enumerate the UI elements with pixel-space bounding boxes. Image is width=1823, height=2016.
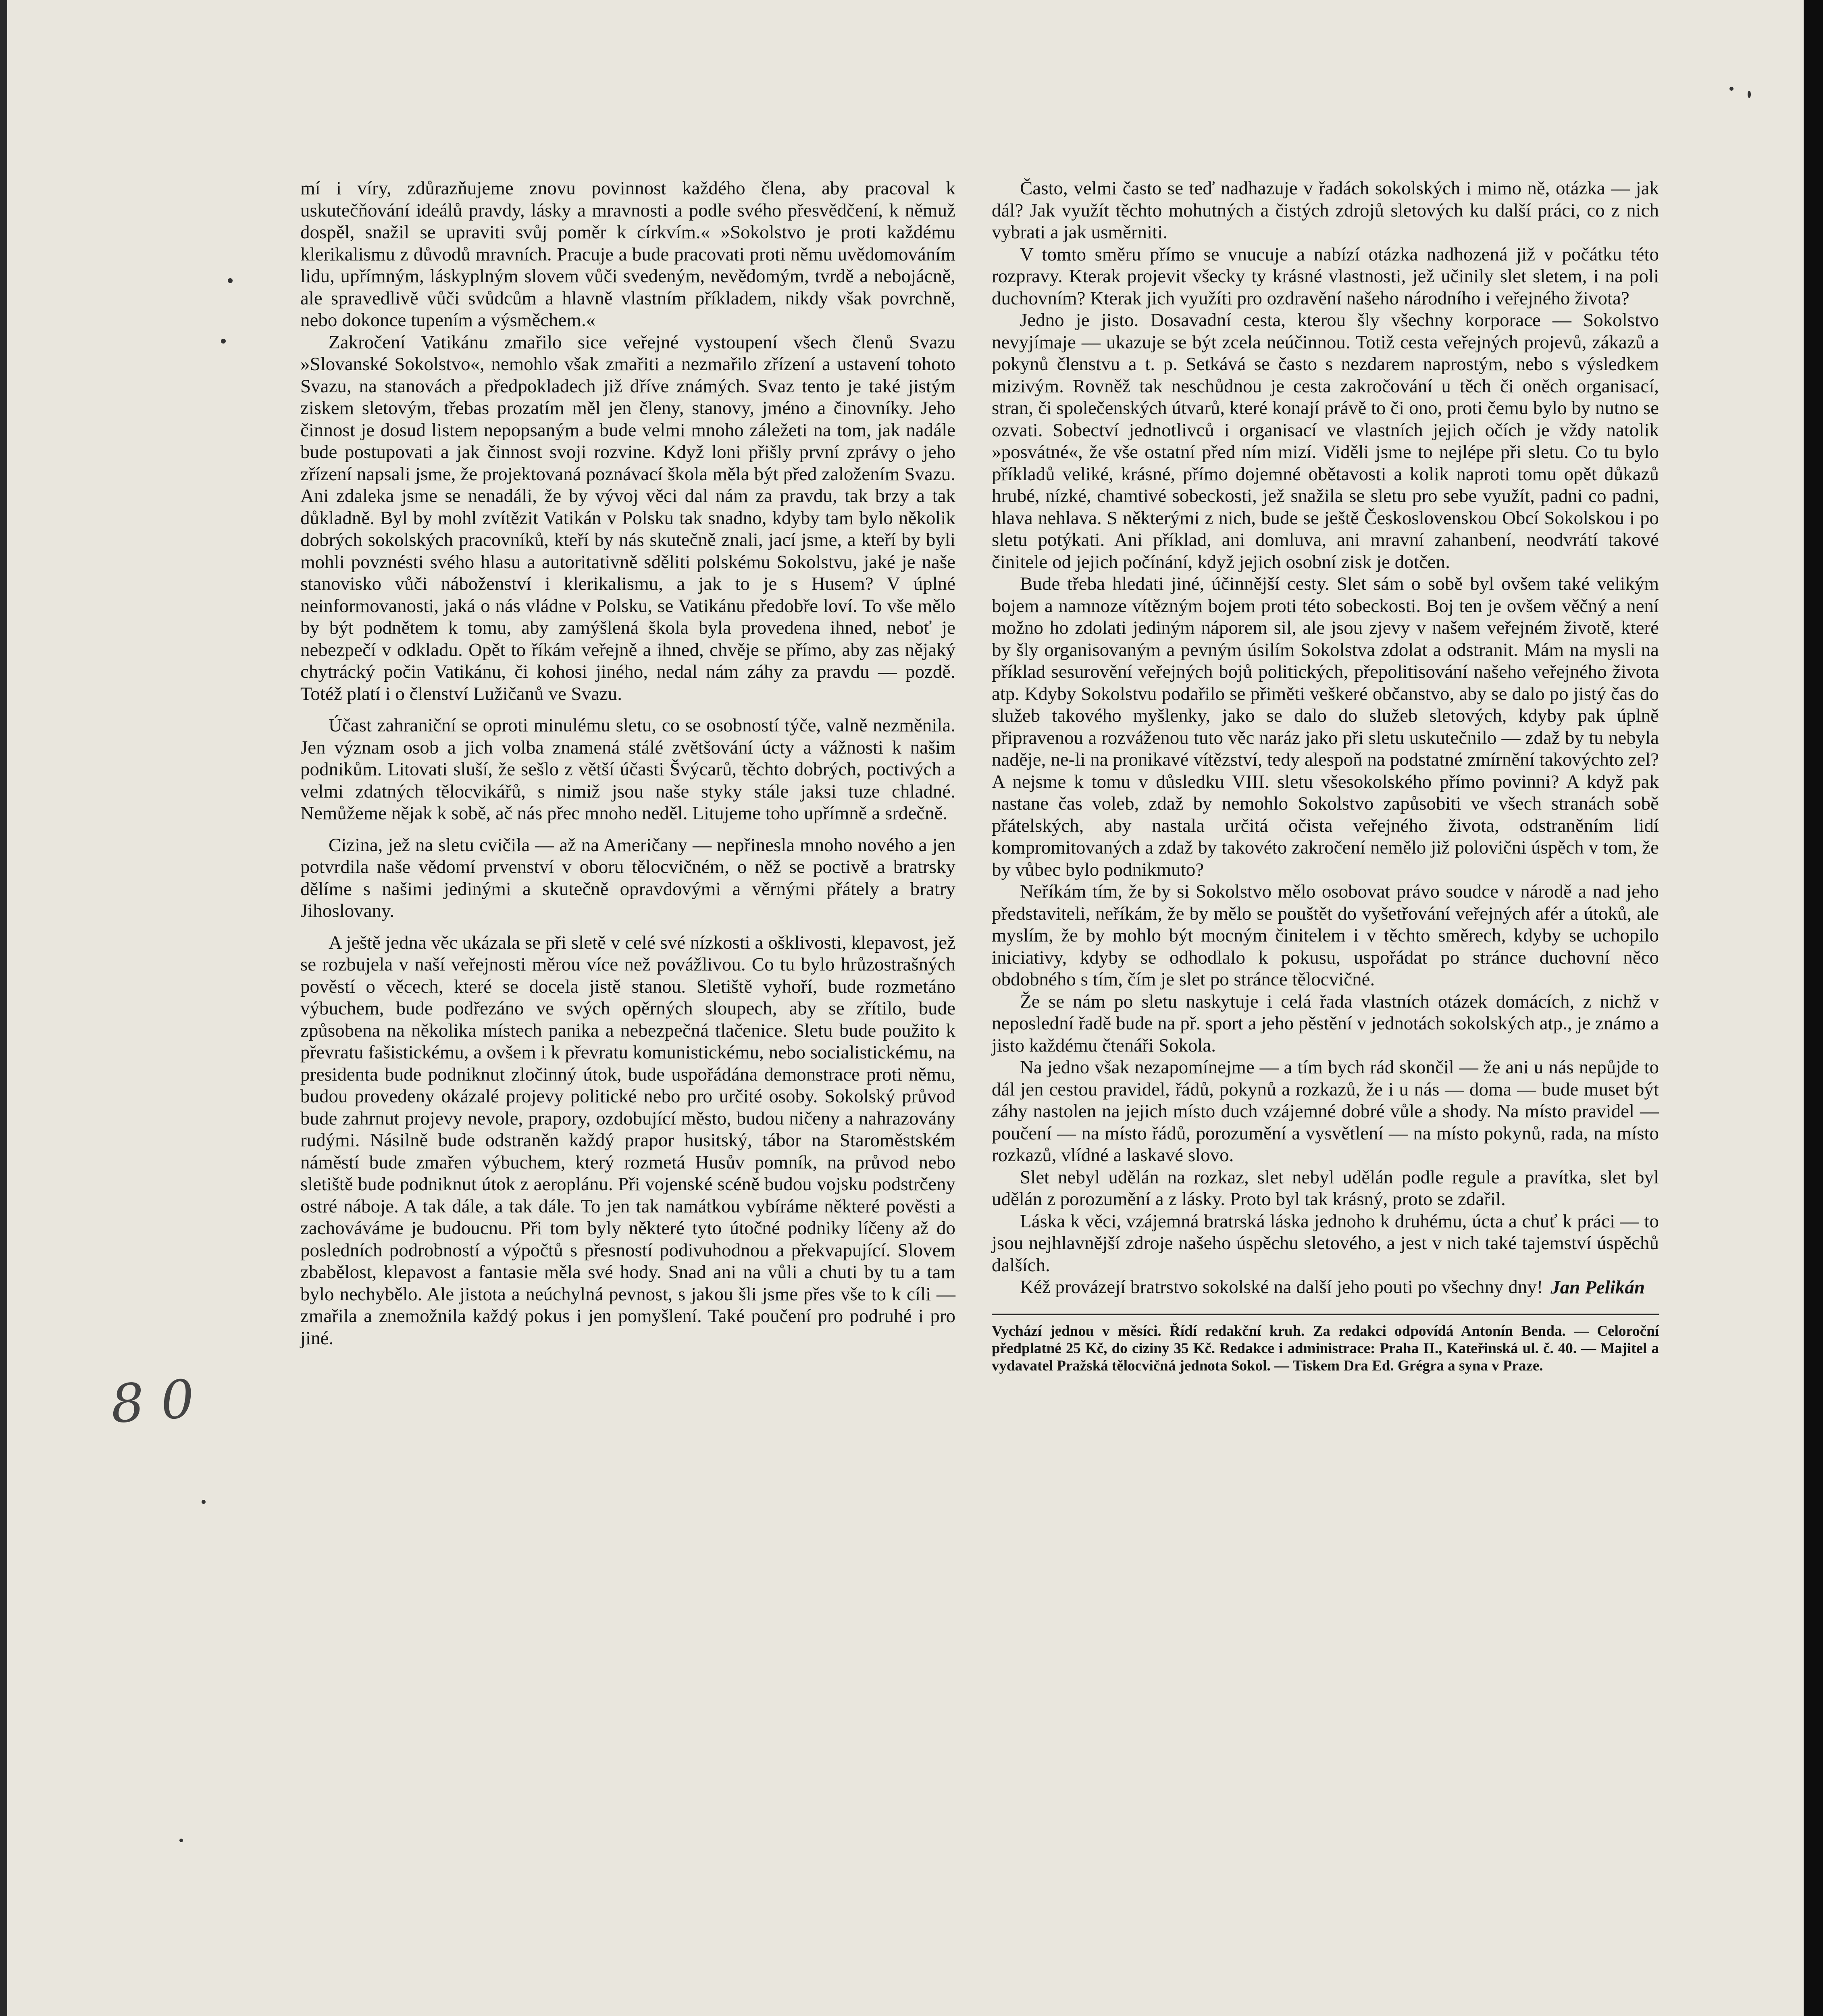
article-paragraph: Kéž provázejí bratrstvo sokolské na další jeho pouti po všechny dny!	[1020, 1277, 1543, 1297]
imprint-divider	[992, 1314, 1659, 1315]
article-paragraph: Na jedno však nezapomínejme — a tím bych rád skončil — že ani u nás nepůjde to dál jen cestou pravidel, řádů, pokynů a rozkazů, že i u nás — doma — bude muset být záhy nastolen na jejich místo duch vzájemné dobré vůle a shody. Na místo pravidel — poučení — na místo řádů, porozumění a vysvětlení — na místo pokynů, rada, na místo rozkazů, vlídné a laskavé slovo.	[992, 1057, 1659, 1166]
article-paragraph: Láska k věci, vzájemná bratrská láska jednoho k druhému, úcta a chuť k práci — to jsou nejhlavnější zdroje našeho úspěchu sletového, a jest v nich také tajemství úspěchů dalších.	[992, 1210, 1659, 1276]
article-paragraph: Zakročení Vatikánu zmařilo sice veřejné vystoupení všech členů Svazu »Slovanské Sokolstvo«, nemohlo však zmařiti a nezmařilo zřízení a ustavení tohoto Svazu, na stanovách a předpokladech již dříve známých. Svaz tento je také jistým ziskem sletovým, třebas prozatím měl jen členy, stanovy, jméno a činovníky. Jeho činnost je dosud listem nepopsaným a bude velmi mnoho záležeti na tom, jak nadále bude postupovati a jak činnost svoji rozvine. Když loni přišly první zprávy o jeho zřízení napsali jsme, že projektovaná poznávací škola měla být před založením Svazu. Ani zdaleka jsme se nenadáli, že by vývoj věci dal nám za pravdu, tak brzy a tak důkladně. Byl by mohl zvítězit Vatikán v Polsku tak snadno, kdyby tam bylo několik dobrých sokolských pracovníků, kteří by nás skutečně znali, jací jsme, a kteří by byli mohli povznésti svého hlasu a autoritativně sděliti polskému Sokolstvu, jaké je naše stanovisko vůči náboženství i klerikalismu, a jak to je s Husem? V úplné neinformovanosti, jaká o nás vládne v Polsku, se Vatikánu předobře loví. To vše mělo by být podnětem k tomu, aby zamýšlená škola byla provedena ihned, neboť je nebezpečí v odkladu. Opět to říkám veřejně a ihned, chvěje se přímo, aby zas nějaký chytrácký počin Vatikánu, či kohosi jiného, nedal nám záhy za pravdu — pozdě. Totéž platí i o členství Lužičanů ve Svazu.	[300, 331, 955, 704]
handwritten-margin-note: 8 0	[108, 1368, 196, 1435]
scan-speck	[202, 1500, 206, 1504]
article-paragraph: Bude třeba hledati jiné, účinnější cesty. Slet sám o sobě byl ovšem také velikým bojem a namnoze vítězným bojem proti této sobeckosti. Boj ten je ovšem věčný a není možno ho zdolati jediným náporem sil, ale jsou zjevy v našem veřejném životě, které by šly organisovaným a pevným úsilím Sokolstva zdolat a odstranit. Mám na mysli na příklad sesurovění veřejných bojů politických, přepolitisování našeho veřejného života atp. Kdyby Sokolstvu podařilo se přiměti veškeré občanstvo, aby se dalo po jistý čas do služeb takového myšlenky, jako se dalo do služeb sletových, kdyby pak úplně připravenou a rozváženou tuto věc naráz jako při sletu uskutečnilo — zdaž by tu nebyla naděje, ne-li na pronikavé vítězství, tedy alespoň na podstatné zmírnění takovýchto zel? A nejsme k tomu v důsledku VIII. sletu všesokolského přímo povinni? A když pak nastane čas voleb, zdaž by nemohlo Sokolstvo zapůsobiti ve všech stranách sobě přátelských, aby nastala určitá očista veřejného života, odstraněním lidí kompromitovaných a zdaž by takovéto zakročení nemělo již polovični úspěch v tom, že by vůbec bylo podnikmuto?	[992, 573, 1659, 880]
article-paragraph: Slet nebyl udělán na rozkaz, slet nebyl udělán podle regule a pravítka, slet byl udělán z porozumění a z lásky. Proto byl tak krásný, proto se zdařil.	[992, 1166, 1659, 1210]
scan-speck	[221, 339, 226, 344]
scan-speck	[1729, 87, 1734, 91]
scan-speck	[179, 1839, 183, 1842]
scan-speck	[1748, 91, 1751, 98]
publisher-imprint: Vychází jednou v měsíci. Řídí redakční kruh. Za redakci odpovídá Antonín Benda. — Celoroční předplatné 25 Kč, do ciziny 35 Kč. Redakce i administrace: Praha II., Kateřinská ul. č. 40. — Majitel a vydavatel Pražská tělocvičná jednota Sokol. — Tiskem Dra Ed. Grégra a syna v Praze.	[992, 1323, 1659, 1374]
article-paragraph: V tomto směru přímo se vnucuje a nabízí otázka nadhozená již v počátku této rozpravy. Kterak projevit všecky ty krásné vlastnosti, jež učinily slet sletem, i na poli duchovním? Kterak jich využíti pro ozdravění našeho národního i veřejného života?	[992, 244, 1659, 309]
scan-left-edge	[0, 0, 7, 2016]
article-paragraph: Účast zahraniční se oproti minulému sletu, co se osobností týče, valně nezměnila. Jen význam osob a jich volba znamená stálé zvětšování úcty a vážnosti k našim podnikům. Litovati sluší, že sešlo z větší účasti Švýcarů, těchto dobrých, poctivých a velmi zdatných tělocvikářů, s nimiž jsou naše styky stále jaksi tuze chladné. Nemůžeme nějak k sobě, ač nás přec mnoho neděl. Litujeme toho upřímně a srdečně.	[300, 715, 955, 824]
article-paragraph: mí i víry, zdůrazňujeme znovu povinnost každého člena, aby pracoval k uskutečňování ideálů pravdy, lásky a mravnosti a podle svého přesvědčení, k němuž dospěl, snažil se upraviti svůj poměr k církvím.« »Sokolstvo je proti každému klerikalismu z důvodů mravních. Pracuje a bude pracovati proti němu uvědomováním lidu, upřímným, láskyplným slovem vůči svedeným, nevědomým, tvrdě a nebojácně, ale spravedlivě vůči svůdcům a hlavně vlastním příkladem, nikdy však povrchně, nebo dokonce tupením a výsměchem.«	[300, 178, 955, 331]
left-text-column	[300, 177, 955, 1349]
article-paragraph: Často, velmi často se teď nadhazuje v řadách sokolských i mimo ně, otázka — jak dál? Jak využít těchto mohutných a čistých zdrojů sletových ku další práci, co z nich vybrati a jak usměrniti.	[992, 178, 1659, 243]
scan-right-edge	[1804, 0, 1823, 2016]
article-paragraph: Že se nám po sletu naskytuje i celá řada vlastních otázek domácích, z nichž v neposlední řadě bude na př. sport a jeho pěstění v jednotách sokolských atp., je známo a jisto každému čtenáři Sokola.	[992, 991, 1659, 1056]
article-paragraph: Neříkám tím, že by si Sokolstvo mělo osobovat právo soudce v národě a nad jeho představiteli, neříkám, že by mělo se pouštět do vyšetřování veřejných afér a útoků, ale myslím, že by mohlo být mocným činitelem i v těchto směrech, kdyby se uchopilo iniciativy, kdyby se odhodlalo k pokusu, uspořádat po stránce duchovní něco obdobného s tím, čím je slet po stránce tělocvičné.	[992, 881, 1659, 990]
article-paragraph: Jedno je jisto. Dosavadní cesta, kterou šly všechny korporace — Sokolstvo nevyjímaje — ukazuje se být zcela neúčinnou. Totiž cesta veřejných projevů, zákazů a pokynů členstvu a t. p. Setkává se často s nezdarem naprostým, nebo s výsledkem mizivým. Rovněž tak neschůdnou je cesta zakročování u těch či oněch organisací, stran, či společenských útvarů, které konají právě to či ono, proti čemu bylo by nutno se ozvati. Sobectví jednotlivců i organisací ve vlastních jejich očích je vždy natolik »posvátné«, že vše ostatní před ním mizí. Viděli jsme to nejlépe při sletu. Co tu bylo příkladů veliké, krásné, přímo dojemné obětavosti a kolik naproti tomu opět důkazů hrubé, nízké, chamtivé sobeckosti, jež snažila se sletu pro sebe využít, padni co padni, hlava nehlava. S některými z nich, bude se ještě Československou Obcí Sokolskou i po sletu potýkati. Ani příklad, ani domluva, ani mravní zahanbení, neodvrátí takové činitele od jejich počínání, když jejich osobní zisk je dotčen.	[992, 310, 1659, 573]
article-paragraph: Cizina, jež na sletu cvičila — až na Američany — nepřinesla mnoho nového a jen potvrdila naše vědomí prvenství v oboru tělocvičném, o něž se poctivě a bratrsky dělíme s našimi jedinými a skutečně opravdovými a věrnými přátely a bratry Jihoslovany.	[300, 834, 955, 921]
right-text-column	[992, 177, 1659, 1375]
scan-speck	[228, 278, 233, 283]
author-signature: Jan Pelikán	[1550, 1277, 1645, 1298]
article-paragraph: A ještě jedna věc ukázala se při sletě v celé své nízkosti a ošklivosti, klepavost, jež se rozbujela v naší veřejnosti měrou více než povážlivou. Co tu bylo hrůzostrašných pověstí o věcech, které se docela jistě stanou. Sletiště vyhoří, bude rozmetáno výbuchem, bude podřezáno ve svých opěrných sloupech, aby se zřítilo, bude způsobena na několika místech panika a nebezpečná tlačenice. Sletu bude použito k převratu fašistickému, a ovšem i k převratu komunistickému, nebo socialistickému, na presidenta bude podniknut zločinný útok, bude uspořádána demonstrace proti němu, budou provedeny okázalé projevy politické nebo pro určité osoby. Sokolský průvod bude zahrnut projevy nevole, prapory, ozdobující město, budou ničeny a nahrazovány rudými. Násilně bude odstraněn každý prapor husitský, tábor na Staroměstském náměstí bude zmařen výbuchem, který rozmetá Husův pomník, na průvod nebo sletiště bude podniknut útok z aeroplánu. Při vojenské scéně budou vojsku podstrčeny ostré náboje. A tak dále, a tak dále. To jen tak namátkou vybíráme některé pověsti a zachováváme je budoucnu. Při tom byly některé tyto útočné podniky líčeny až do posledních podrobností a výpočtů s přesností podivuhodnou a překvapující. Slovem zbabělost, klepavost a fantasie měla své hody. Snad ani na vůli a chuti by tu a tam bylo nechybělo. Ale jistota a neúchylná pevnost, s jakou šli jsme přes vše to k cíli — zmařila a znemožnila každý pokus i jen pomyšlení. Také poučení pro podruhé i pro jiné.	[300, 932, 955, 1349]
